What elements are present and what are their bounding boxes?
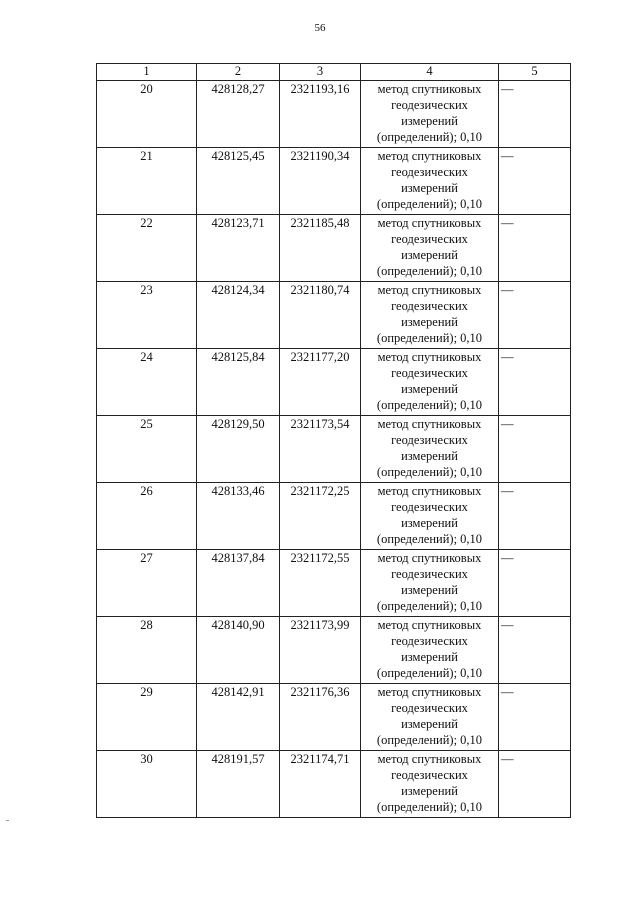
method-cell [361, 550, 499, 617]
x-coordinate-cell: 428124,34 [197, 282, 280, 349]
scan-mark [6, 820, 9, 821]
x-coordinate-cell: 428125,84 [197, 349, 280, 416]
method-line: геодезических [391, 165, 468, 179]
method-cell [361, 684, 499, 751]
method-cell [361, 617, 499, 684]
y-coordinate-cell: 2321193,16 [280, 81, 361, 148]
x-coordinate-cell: 428123,71 [197, 215, 280, 282]
note-cell: — [499, 148, 571, 215]
method-line: метод спутниковых [377, 149, 482, 163]
x-coordinate-cell: 428125,45 [197, 148, 280, 215]
note-cell: — [499, 684, 571, 751]
method-line: геодезических [391, 98, 468, 112]
method-line: метод спутниковых [377, 484, 482, 498]
method-line: (определений); 0,10 [376, 331, 483, 345]
method-line: (определений); 0,10 [376, 465, 483, 479]
method-line: геодезических [391, 634, 468, 648]
method-line: (определений); 0,10 [376, 599, 483, 613]
point-number-cell: 20 [97, 81, 197, 148]
table-row [97, 684, 571, 751]
table-row [97, 751, 571, 818]
note-cell: — [499, 282, 571, 349]
x-coordinate-cell: 428129,50 [197, 416, 280, 483]
method-line: метод спутниковых [377, 752, 482, 766]
note-cell: — [499, 349, 571, 416]
y-coordinate-cell: 2321174,71 [280, 751, 361, 818]
note-cell: — [499, 550, 571, 617]
note-cell: — [499, 81, 571, 148]
note-cell: — [499, 416, 571, 483]
header-col-2: 2 [197, 64, 280, 81]
method-cell [361, 483, 499, 550]
method-line: измерений [401, 650, 458, 664]
header-col-5: 5 [499, 64, 571, 81]
method-line: измерений [401, 516, 458, 530]
method-line: геодезических [391, 768, 468, 782]
y-coordinate-cell: 2321176,36 [280, 684, 361, 751]
point-number-cell: 24 [97, 349, 197, 416]
method-line: метод спутниковых [377, 685, 482, 699]
table-row [97, 349, 571, 416]
point-number-cell: 26 [97, 483, 197, 550]
method-line: (определений); 0,10 [376, 130, 483, 144]
y-coordinate-cell: 2321180,74 [280, 282, 361, 349]
table-row [97, 282, 571, 349]
method-line: (определений); 0,10 [376, 733, 483, 747]
y-coordinate-cell: 2321172,25 [280, 483, 361, 550]
method-line: метод спутниковых [377, 283, 482, 297]
method-line: (определений); 0,10 [376, 398, 483, 412]
point-number-cell: 29 [97, 684, 197, 751]
method-line: измерений [401, 315, 458, 329]
y-coordinate-cell: 2321172,55 [280, 550, 361, 617]
note-cell: — [499, 617, 571, 684]
method-line: измерений [401, 114, 458, 128]
method-cell [361, 416, 499, 483]
point-number-cell: 27 [97, 550, 197, 617]
method-line: (определений); 0,10 [376, 264, 483, 278]
method-cell [361, 282, 499, 349]
y-coordinate-cell: 2321173,54 [280, 416, 361, 483]
point-number-cell: 21 [97, 148, 197, 215]
method-cell [361, 148, 499, 215]
method-line: метод спутниковых [377, 350, 482, 364]
method-line: измерений [401, 717, 458, 731]
header-col-3: 3 [280, 64, 361, 81]
method-line: геодезических [391, 232, 468, 246]
table-row [97, 617, 571, 684]
point-number-cell: 22 [97, 215, 197, 282]
table-row [97, 550, 571, 617]
x-coordinate-cell: 428191,57 [197, 751, 280, 818]
method-line: (определений); 0,10 [376, 666, 483, 680]
table-row [97, 148, 571, 215]
method-line: геодезических [391, 366, 468, 380]
method-line: измерений [401, 181, 458, 195]
point-number-cell: 25 [97, 416, 197, 483]
note-cell: — [499, 483, 571, 550]
method-line: измерений [401, 784, 458, 798]
method-cell [361, 81, 499, 148]
point-number-cell: 23 [97, 282, 197, 349]
method-line: измерений [401, 449, 458, 463]
header-row [97, 64, 571, 81]
table-row [97, 215, 571, 282]
point-number-cell: 30 [97, 751, 197, 818]
y-coordinate-cell: 2321190,34 [280, 148, 361, 215]
method-line: геодезических [391, 433, 468, 447]
note-cell: — [499, 751, 571, 818]
method-line: (определений); 0,10 [376, 197, 483, 211]
method-cell [361, 215, 499, 282]
method-cell [361, 751, 499, 818]
method-line: измерений [401, 583, 458, 597]
method-line: (определений); 0,10 [376, 800, 483, 814]
x-coordinate-cell: 428128,27 [197, 81, 280, 148]
x-coordinate-cell: 428140,90 [197, 617, 280, 684]
point-number-cell: 28 [97, 617, 197, 684]
method-line: измерений [401, 382, 458, 396]
method-line: метод спутниковых [377, 216, 482, 230]
method-line: метод спутниковых [377, 551, 482, 565]
y-coordinate-cell: 2321177,20 [280, 349, 361, 416]
table-header [97, 64, 571, 81]
method-line: (определений); 0,10 [376, 532, 483, 546]
method-line: метод спутниковых [377, 82, 482, 96]
table-row [97, 483, 571, 550]
x-coordinate-cell: 428142,91 [197, 684, 280, 751]
method-cell [361, 349, 499, 416]
table-row [97, 416, 571, 483]
table-body [97, 81, 571, 818]
header-col-1: 1 [97, 64, 197, 81]
method-line: метод спутниковых [377, 417, 482, 431]
method-line: геодезических [391, 701, 468, 715]
method-line: геодезических [391, 299, 468, 313]
x-coordinate-cell: 428133,46 [197, 483, 280, 550]
page-number: 56 [314, 22, 326, 34]
x-coordinate-cell: 428137,84 [197, 550, 280, 617]
method-line: метод спутниковых [377, 618, 482, 632]
method-line: измерений [401, 248, 458, 262]
y-coordinate-cell: 2321185,48 [280, 215, 361, 282]
method-line: геодезических [391, 500, 468, 514]
table-row [97, 81, 571, 148]
note-cell: — [499, 215, 571, 282]
coordinates-table [96, 63, 571, 818]
method-line: геодезических [391, 567, 468, 581]
header-col-4: 4 [361, 64, 499, 81]
y-coordinate-cell: 2321173,99 [280, 617, 361, 684]
